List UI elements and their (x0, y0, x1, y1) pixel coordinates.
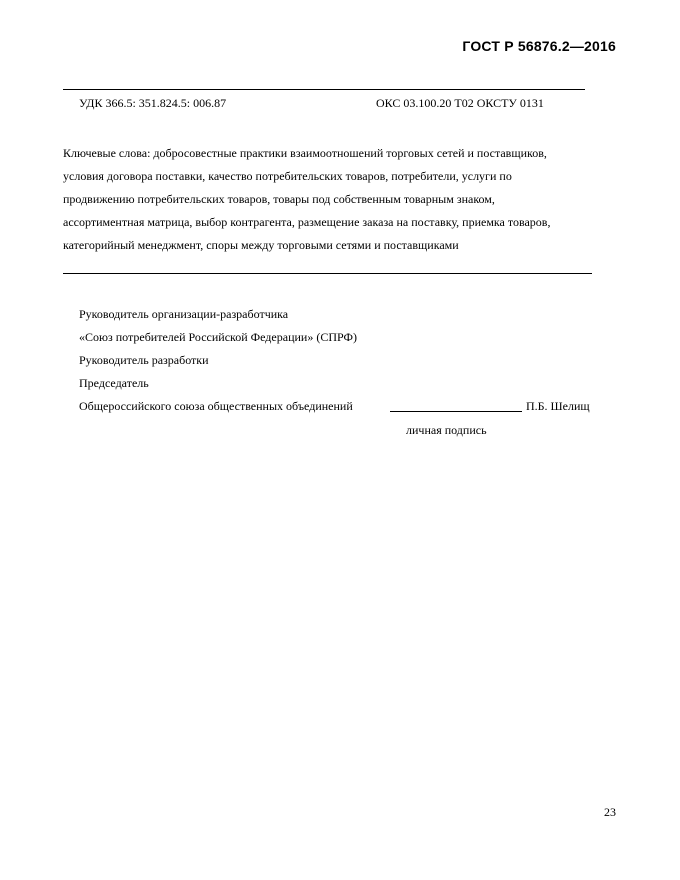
chairman-label: Председатель (79, 376, 149, 390)
udk-code: УДК 366.5: 351.824.5: 006.87 (79, 96, 227, 110)
union-name: Общероссийского союза общественных объединений (79, 399, 353, 413)
development-lead-label: Руководитель разработки (79, 353, 209, 367)
developer-org-head-label: Руководитель организации-разработчика (79, 307, 289, 321)
keywords-line: категорийный менеджмент, споры между торговыми сетями и поставщиками (63, 238, 459, 252)
signer-name: П.Б. Шелищ (526, 399, 590, 413)
signature-caption: личная подпись (406, 423, 487, 437)
keywords-line: Ключевые слова: добросовестные практики взаимоотношений торговых сетей и поставщиков, (63, 146, 547, 160)
keywords-line: ассортиментная матрица, выбор контрагента, размещение заказа на поставку, приемка товаров, (63, 215, 551, 229)
standard-designation: ГОСТ Р 56876.2—2016 (462, 38, 616, 54)
signature-line (390, 411, 522, 412)
top-divider (63, 89, 585, 90)
page-number: 23 (604, 805, 616, 819)
keywords-divider (63, 273, 592, 274)
oks-code: ОКС 03.100.20 Т02 ОКСТУ 0131 (376, 96, 544, 110)
keywords-line: условия договора поставки, качество потребительских товаров, потребители, услуги по (63, 169, 512, 183)
keywords-paragraph (63, 142, 623, 257)
developer-org-name: «Союз потребителей Российской Федерации» (СПРФ) (79, 330, 357, 344)
keywords-line: продвижению потребительских товаров, товары под собственным товарным знаком, (63, 192, 495, 206)
